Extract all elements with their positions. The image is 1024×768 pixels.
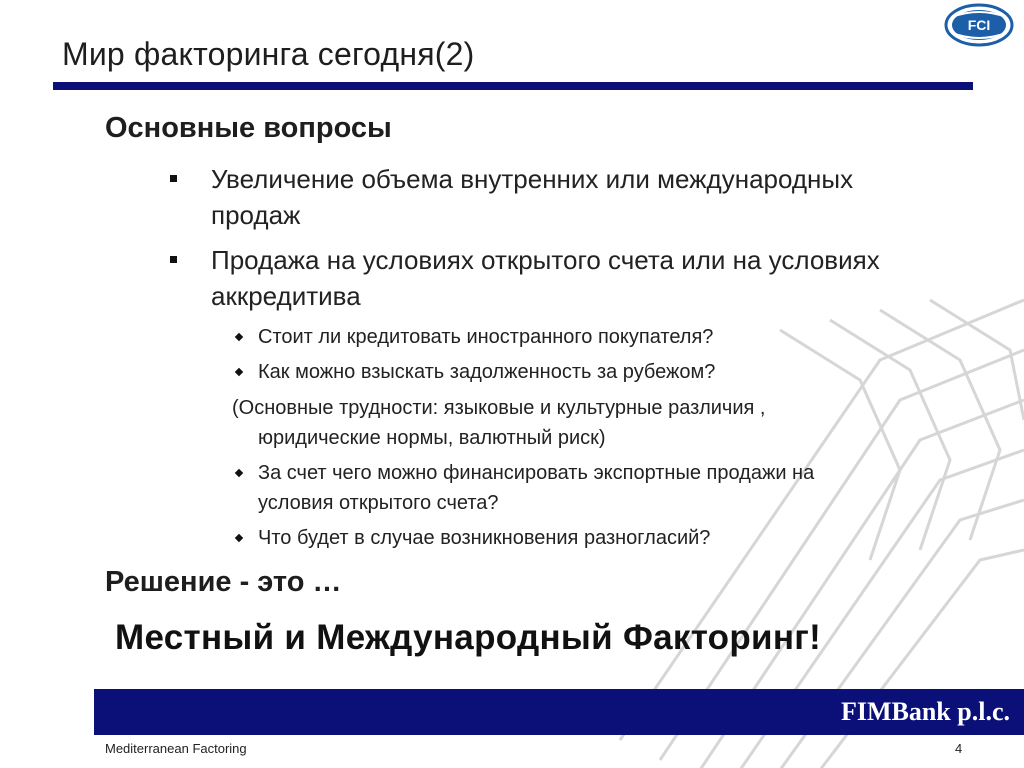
footer-bar bbox=[94, 689, 1024, 735]
bullet-2-line-1: Продажа на условиях открытого счета или на условиях bbox=[211, 245, 880, 275]
bullet-1-line-2: продаж bbox=[211, 200, 301, 230]
square-bullet-icon bbox=[170, 256, 177, 263]
slide-title: Мир факторинга сегодня(2) bbox=[62, 36, 475, 72]
title-rule bbox=[53, 82, 973, 90]
sub-bullet-2: Как можно взыскать задолженность за рубежом? bbox=[258, 361, 716, 383]
bullet-2-line-2: аккредитива bbox=[211, 281, 361, 311]
footer-label: Mediterranean Factoring bbox=[105, 741, 247, 756]
sub-bullet-3-line-2: условия открытого счета? bbox=[258, 492, 499, 514]
page-number: 4 bbox=[955, 741, 963, 756]
section-heading-questions: Основные вопросы bbox=[105, 112, 392, 144]
bank-name: FIMBank p.l.c. bbox=[840, 697, 1010, 726]
fci-logo bbox=[944, 3, 1014, 47]
section-heading-solution: Решение - это … bbox=[105, 566, 342, 598]
conclusion-text: Местный и Международный Факторинг! bbox=[115, 618, 822, 657]
sub-bullet-4: Что будет в случае возникновения разногласий? bbox=[258, 527, 711, 549]
bullet-1-line-1: Увеличение объема внутренних или международных bbox=[211, 164, 854, 194]
bullet-1 bbox=[211, 161, 991, 233]
square-bullet-icon bbox=[170, 175, 177, 182]
sub-bullet-3 bbox=[258, 458, 958, 518]
note-line-1: (Основные трудности: языковые и культурные различия , bbox=[232, 397, 766, 419]
sub-bullet-1: Стоит ли кредитовать иностранного покупателя? bbox=[258, 326, 714, 348]
sub-bullet-3-line-1: За счет чего можно финансировать экспортные продажи на bbox=[258, 462, 815, 484]
bullet-2 bbox=[211, 242, 991, 314]
logo-text: FCI bbox=[967, 17, 991, 33]
note-line-2: юридические нормы, валютный риск) bbox=[258, 427, 606, 449]
